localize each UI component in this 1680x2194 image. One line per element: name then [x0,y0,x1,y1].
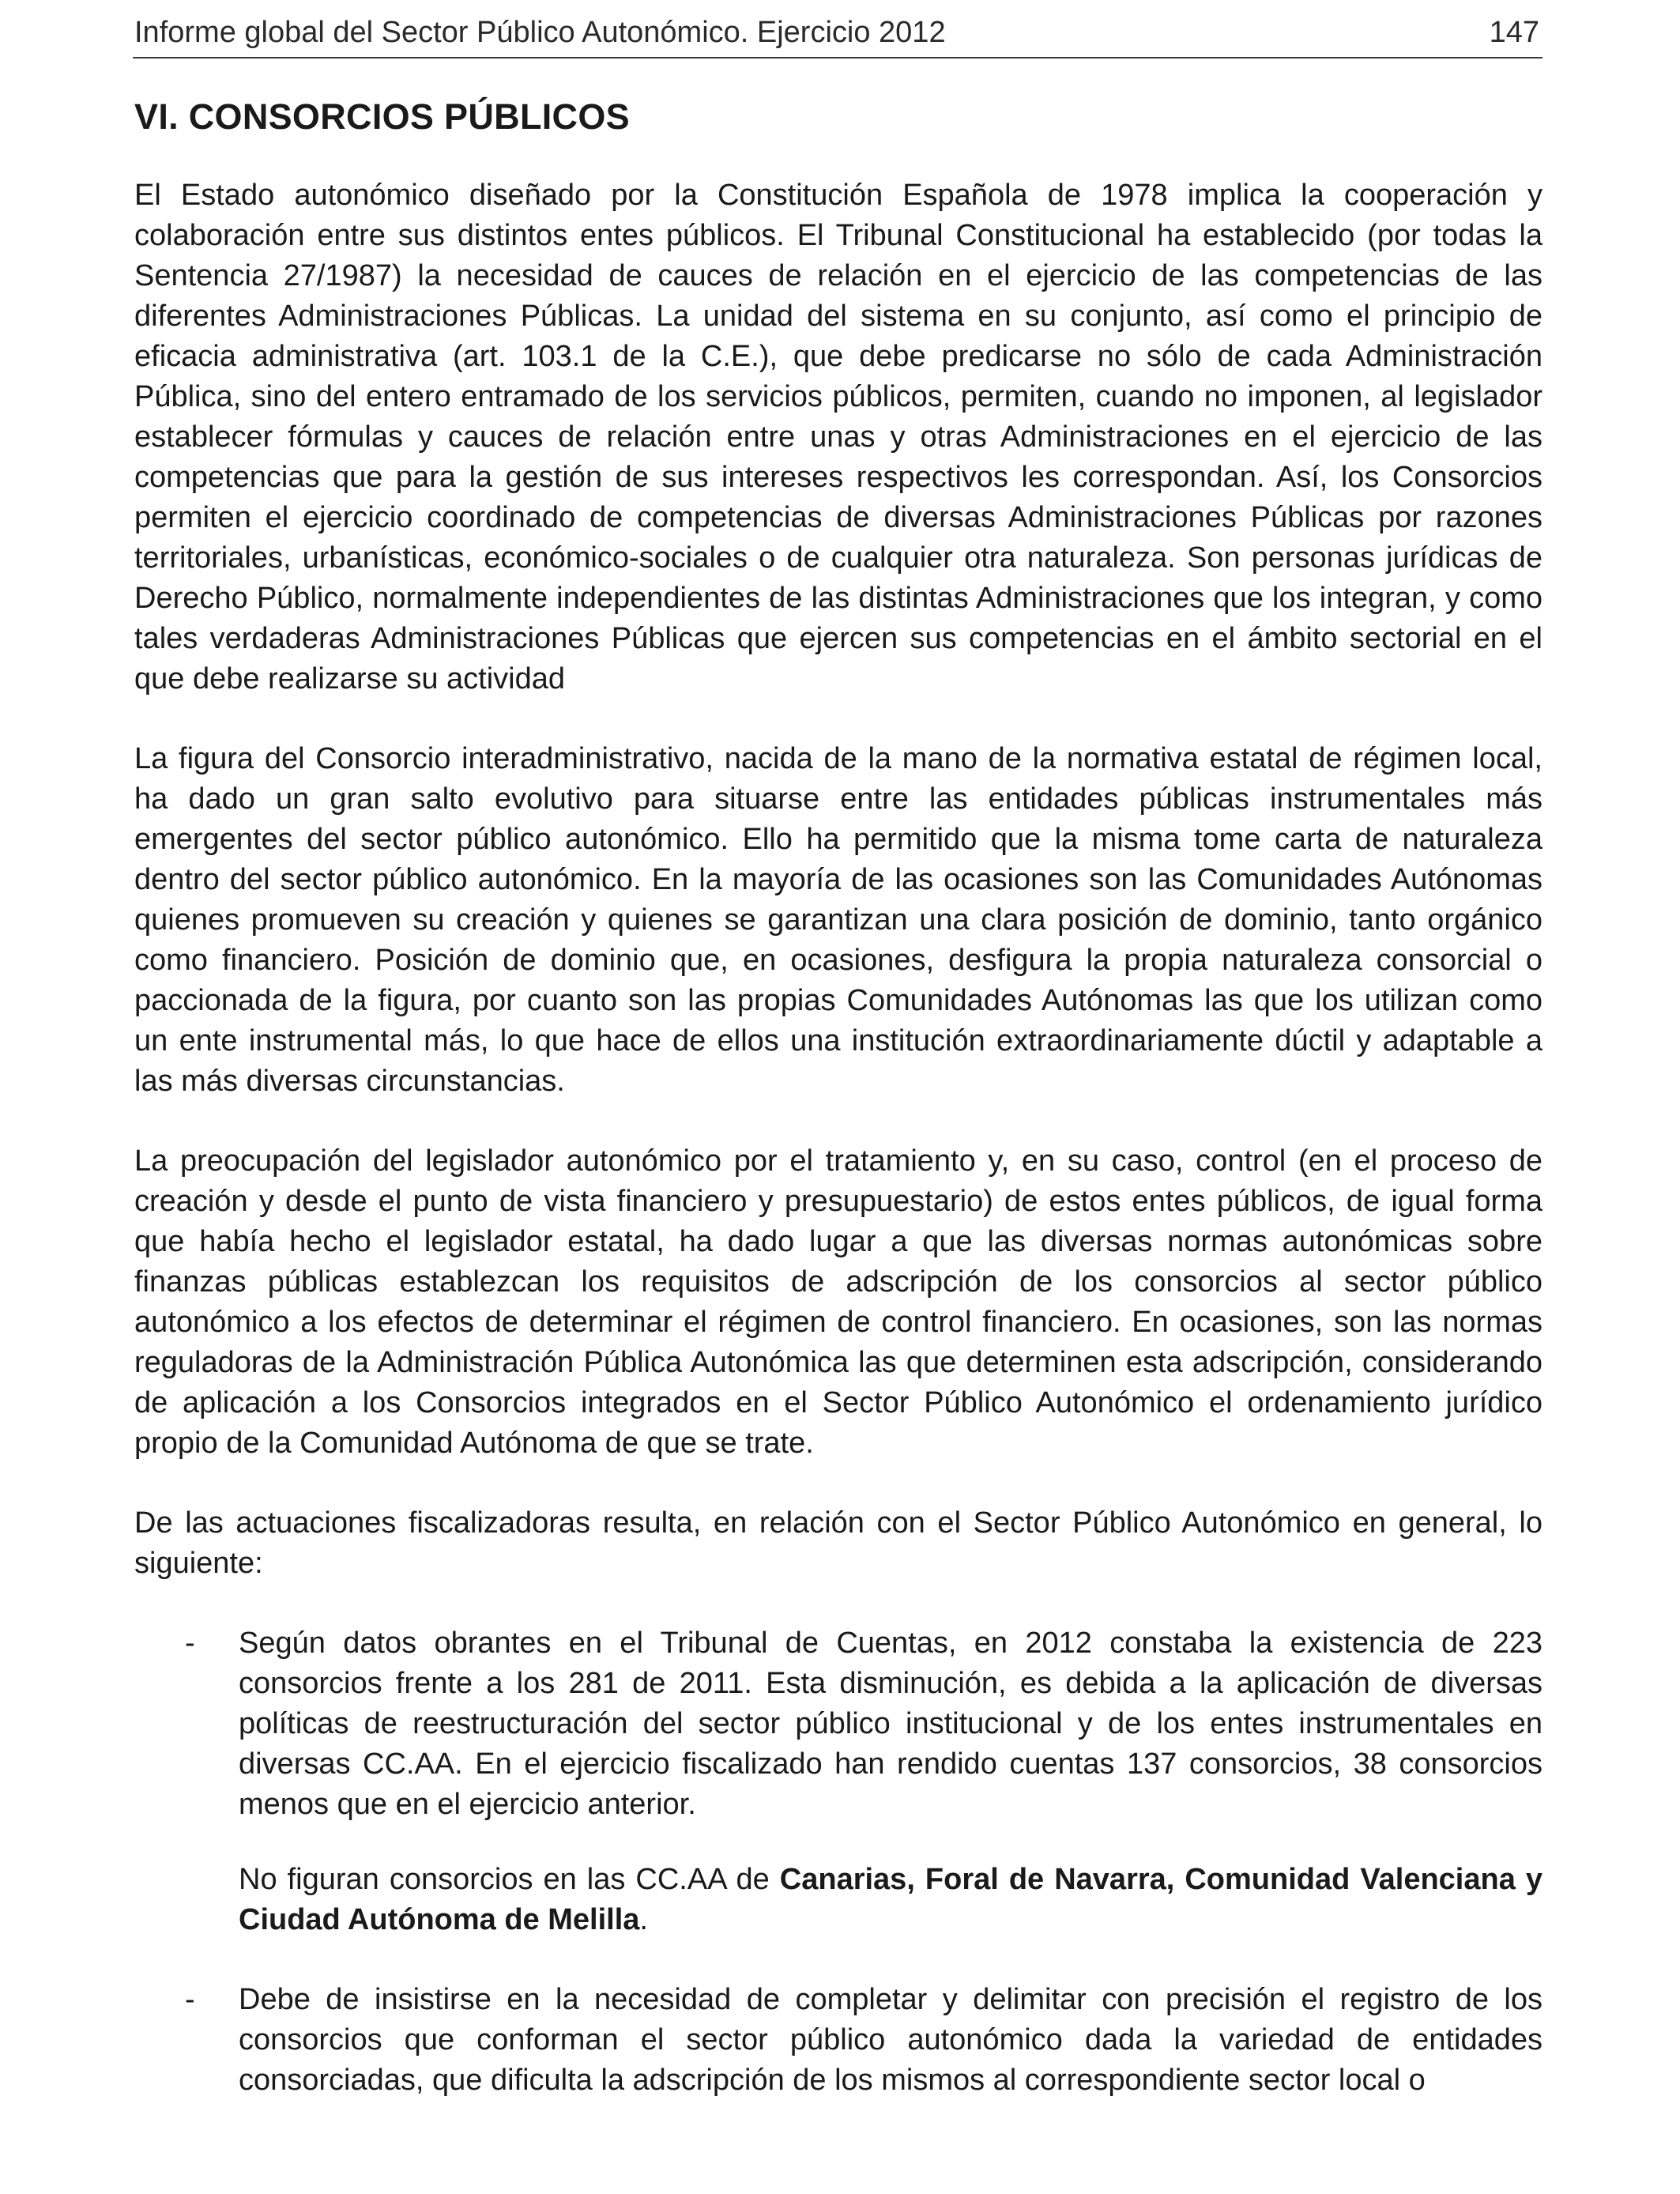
bullet-dash: - [185,1983,195,2016]
paragraph-1: El Estado autonómico diseñado por la Constitución Española de 1978 implica la cooperación y colaboración entre sus distintos entes públicos. El Tribunal Constitucional ha establecido (por todas la Sentencia 27/1987) la necesidad de cauces de relación en el ejercicio de las competencias de las diferentes Administraciones Públicas. La unidad del sistema en su conjunto, así como el principio de eficacia administrativa (art. 103.1 de la C.E.), que debe predicarse no sólo de cada Administración Pública, sino del entero entramado de los servicios públicos, permiten, cuando no imponen, al legislador establecer fórmulas y cauces de relación entre unas y otras Administraciones en el ejercicio de las competencias que para la gestión de sus intereses respectivos les correspondan. Así, los Consorcios permiten el ejercicio coordinado de competencias de diversas Administraciones Públicas por razones territoriales, urbanísticas, económico-sociales o de cualquier otra naturaleza. Son personas jurídicas de Derecho Público, normalmente independientes de las distintas Administraciones que los integran, y como tales verdaderas Administraciones Públicas que ejercen sus competencias en el ámbito sectorial en el que debe realizarse su actividad [134,179,1543,696]
header-title: Informe global del Sector Público Autonómico. Ejercicio 2012 [134,16,946,49]
list-item [134,1623,1543,1940]
running-header [133,13,1543,58]
note-prefix: No figuran consorcios en las CC.AA de [239,1863,780,1896]
bullet-dash: - [185,1627,195,1660]
list-intro: De las actuaciones fiscalizadoras resulta, en relación con el Sector Público Autonómico en general, lo siguiente: [134,1506,1543,1580]
list-item-note [239,1860,1543,1940]
note-suffix: . [639,1903,648,1936]
paragraph-2: La figura del Consorcio interadministrativo, nacida de la mano de la normativa estatal de régimen local, ha dado un gran salto evolutivo para situarse entre las entidades públicas instrumentales más emergentes del sector público autonómico. Ello ha permitido que la misma tome carta de naturaleza dentro del sector público autonómico. En la mayoría de las ocasiones son las Comunidades Autónomas quienes promueven su creación y quienes se garantizan una clara posición de dominio, tanto orgánico como financiero. Posición de dominio que, en ocasiones, desfigura la propia naturaleza consorcial o paccionada de la figura, por cuanto son las propias Comunidades Autónomas las que los utilizan como un ente instrumental más, lo que hace de ellos una institución extraordinariamente dúctil y adaptable a las más diversas circunstancias. [134,742,1543,1098]
document-body [134,175,1543,2140]
page-number: 147 [1489,16,1539,49]
note-regions: Canarias, Foral de Navarra, Comunidad Valenciana y Ciudad Autónoma de Melilla [239,1863,1543,1936]
list-item-text: Debe de insistirse en la necesidad de completar y delimitar con precisión el registro de los consorcios que conforman el sector público autonómico dada la variedad de entidades consorciadas, que dificulta la adscripción de los mismos al correspondiente sector local o [239,1983,1543,2097]
list-item-text: Según datos obrantes en el Tribunal de Cuentas, en 2012 constaba la existencia de 223 consorcios frente a los 281 de 2011. Esta disminución, es debida a la aplicación de diversas políticas de reestructuración del sector público institucional y de los entes instrumentales en diversas CC.AA. En el ejercicio fiscalizado han rendido cuentas 137 consorcios, 38 consorcios menos que en el ejercicio anterior. [239,1627,1543,1821]
paragraph-3: La preocupación del legislador autonómico por el tratamiento y, en su caso, control (en el proceso de creación y desde el punto de vista financiero y presupuestario) de estos entes públicos, de igual forma que había hecho el legislador estatal, ha dado lugar a que las diversas normas autonómicas sobre finanzas públicas establezcan los requisitos de adscripción de los consorcios al sector público autonómico a los efectos de determinar el régimen de control financiero. En ocasiones, son las normas reguladoras de la Administración Pública Autonómica las que determinen esta adscripción, considerando de aplicación a los Consorcios integrados en el Sector Público Autonómico el ordenamiento jurídico propio de la Comunidad Autónoma de que se trate. [134,1144,1543,1460]
findings-list [134,1623,1543,2101]
list-item [134,1980,1543,2101]
section-title: VI. CONSORCIOS PÚBLICOS [134,96,630,137]
